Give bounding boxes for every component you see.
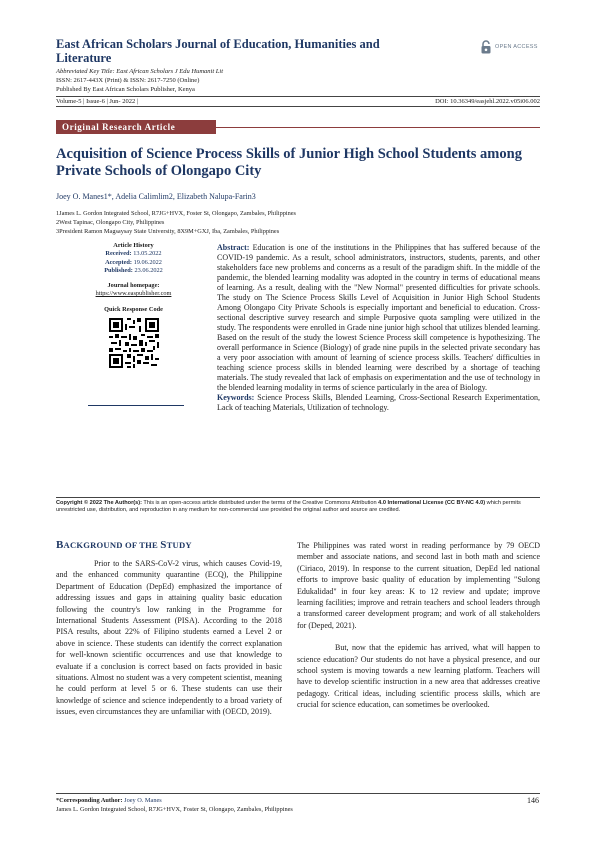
article-type-badge: Original Research Article xyxy=(56,120,216,134)
history-rule xyxy=(88,405,184,406)
publisher: Published By East African Scholars Publisher, Kenya xyxy=(56,86,195,93)
homepage-link[interactable]: https://www.easpublisher.com xyxy=(95,290,172,298)
accepted-date xyxy=(56,259,211,267)
copyright-text-2: which permits unrestricted use, distribution, and reproduction in any medium for non-commercial use provided the original author and source are credited. xyxy=(56,500,521,514)
license-name: 4.0 International License (CC BY-NC 4.0) xyxy=(378,500,486,506)
open-access-logo xyxy=(480,40,538,54)
page-number: 146 xyxy=(527,796,539,805)
homepage-label: Journal homepage: xyxy=(107,282,160,290)
heading-part-3: S xyxy=(160,539,167,551)
abstract-label: Abstract: xyxy=(217,243,250,252)
heading-part-2: ACKGROUND OF THE xyxy=(63,540,161,550)
affiliation-2: 2West Tapinac, Olongapo City, Philippines xyxy=(56,219,165,226)
paper-title: Acquisition of Science Process Skills of Junior High School Students among Private Schools of Olongapo City xyxy=(56,146,522,179)
published-date xyxy=(56,267,211,275)
body-paragraph-2: The Philippines was rated worst in reading performance by 79 OECD member and associate nations, and second last in both math and science (Ciriaco, 2019). In response to the current situation, DepEd led national efforts to improve basic quality of education by implementing "Sulong Edukalidad" in four key areas: K to 12 review and update; improve learning facilities; improve and retrain teachers and school leaders through a transformed career development program; and work of all stakeholders for (Deped, 2021). xyxy=(297,541,540,630)
abstract-text: Education is one of the institutions in the Philippines that has suffered because of the COVID-19 pandemic. As a result, school administrators, instructors, students, parents, and other stakeholders face new problems and concerns as a result of the paradigm shift. In the middle of the pandemic, the blended learning modality was adopted in the country in terms of educational means of learning. As a result, dealing with the "New Normal" presented difficulties for private schools. The study on The Science Process Skills Level of Acquisition in Junior High School Students Among Olongapo City Private Schools is especially important and beneficial to education. Cross-sectional descriptive survey research and simple Purposive quota sampling were utilized in the study. The respondents were enrolled in Grade nine junior high school that utilizes blended learning. Based on the result of the study the lowest Science Process skill competence is hypothesizing. The overall performance in Science (Biology) of grade nine pupils in the selected private secondary has a very poor association with amount of learning of science process skills. Teachers' difficulties in teaching science process skills in blended learning were described by a shortage of teaching materials. The study revealed that lack of emphasis on experimentation and the use of technology in the blended learning modality in terms of science particularly in the area of Biology. xyxy=(217,243,541,392)
body-paragraph-3: But, now that the epidemic has arrived, what will happen to science education? Our students do not have a physical presence, and our school system is moving towards a new learning platform. Teachers will have to develop scientific instruction in a new area that addresses creative pedagogy. Critical ideas, including scientific process skills, which are crucial for science education, can sometimes be overlooked. xyxy=(297,643,540,710)
corresponding-label: *Corresponding Author: xyxy=(56,797,123,804)
copyright-lead: Copyright © 2022 The Author(s): xyxy=(56,500,142,506)
received-date xyxy=(56,250,211,258)
affiliation-3: 3President Ramon Magsaysay State University, 8X9M+GXJ, Iba, Zambales, Philippines xyxy=(56,228,280,235)
journal-title: East African Scholars Journal of Education, Humanities and Literature xyxy=(56,37,380,65)
accepted-label: Accepted: xyxy=(105,258,132,266)
abstract xyxy=(217,243,540,413)
corresponding-address: James L. Gordon Integrated School, R7JG+HVX, Foster St, Olongapo, Zambales, Philippines xyxy=(56,805,293,813)
published-value: 23.06.2022 xyxy=(134,266,163,274)
keywords-text: Science Process Skills, Blended Learning, Cross-Sectional Research Experimentation, Lack of teaching Materials, Utilization of technology. xyxy=(217,393,541,412)
qr-code-icon[interactable] xyxy=(109,318,159,368)
heading-part-1: B xyxy=(56,539,64,551)
published-label: Published: xyxy=(104,266,133,274)
body-paragraph-1: Prior to the SARS-CoV-2 virus, which causes Covid-19, and the enhanced community quarantine (ECQ), the Philippine Department of Education (DepEd) emphasized the importance of addressing issues and gaps in attaining quality basic education following the country's low ranking in the Programme for International Students Assessment (PISA). According to the 2018 PISA results, about 22% of Filipino students earned a Level 2 or above in science. These students can identify the correct explanation for well-known scientific occurrences and use that knowledge to evaluate if a conclusion is correct based on facts provided in basic situations. Almost no student was a very competent scientist, meaning he could perform at level 5 or 6. These students can use their knowledge of science and science independently to a broad variety of issues, even circumstances they are unfamiliar with (OECD, 2019). xyxy=(56,559,282,717)
volume-info: Volume-5 | Issue-6 | Jun- 2022 | xyxy=(56,98,139,105)
section-heading-background xyxy=(56,539,192,551)
heading-part-4: TUDY xyxy=(166,540,192,550)
volume-doi-bar xyxy=(56,96,540,107)
doi[interactable]: DOI: 10.36349/easjehl.2022.v05i06.002 xyxy=(435,98,540,105)
page-footer xyxy=(56,793,540,814)
copyright-text-1: This is an open-access article distributed under the terms of the Creative Commons Attribution xyxy=(141,500,379,506)
history-heading: Article History xyxy=(113,242,154,249)
corresponding-name: Joey O. Manes xyxy=(124,797,162,804)
copyright-notice xyxy=(56,497,540,514)
affiliations xyxy=(56,209,296,236)
accepted-value: 19.06.2022 xyxy=(133,258,162,266)
open-access-lock-icon xyxy=(480,40,492,54)
affiliation-1: 1James L. Gordon Integrated School, R7JG+HVX, Foster St, Olongapo, Zambales, Philippines xyxy=(56,210,297,217)
received-label: Received: xyxy=(105,250,132,258)
keywords-label: Keywords: xyxy=(217,393,255,402)
body-right-column xyxy=(297,540,540,711)
abbreviated-title: Abbreviated Key Title: East African Scholars J Edu Humanit Lit xyxy=(56,68,223,75)
article-type-rule xyxy=(216,127,540,128)
authors: Joey O. Manes1*, Adelia Calimlim2, Elizabeth Nalupa-Farin3 xyxy=(56,192,256,201)
qr-label: Quick Response Code xyxy=(104,305,163,313)
open-access-label: OPEN ACCESS xyxy=(495,44,538,50)
received-value: 13.05.2022 xyxy=(133,250,162,258)
article-history xyxy=(56,242,211,371)
body-left-column xyxy=(56,558,282,718)
issn: ISSN: 2617-443X (Print) & ISSN: 2617-7250 (Online) xyxy=(56,77,200,84)
